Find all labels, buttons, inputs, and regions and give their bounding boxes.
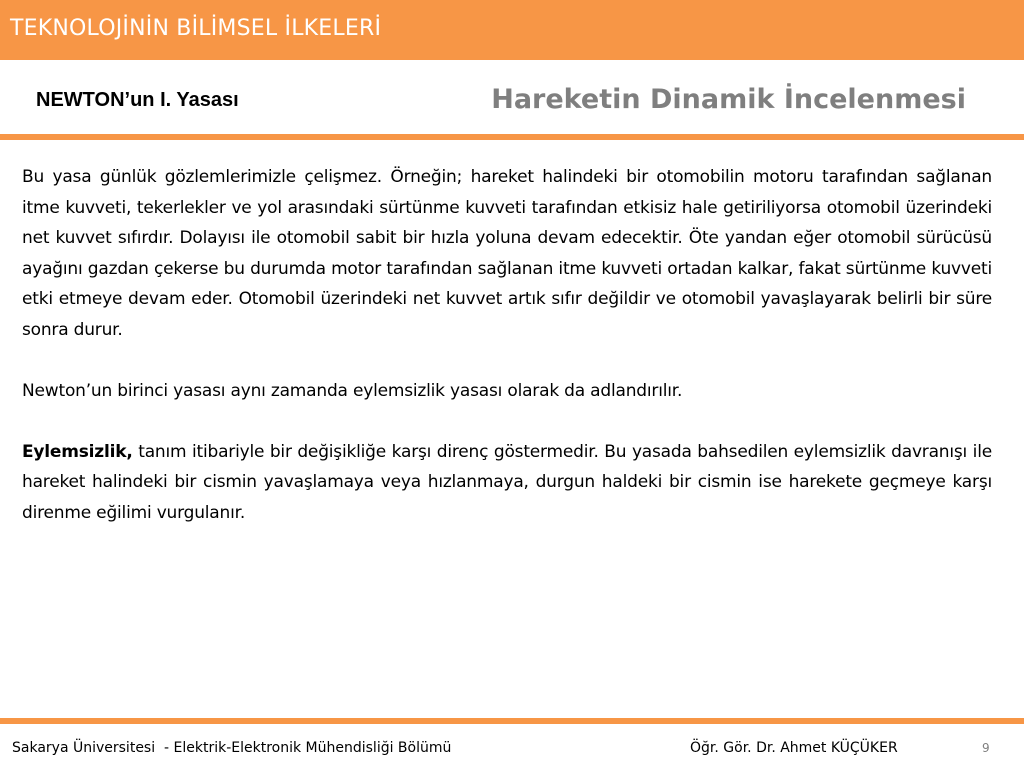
body-paragraph-3 bbox=[22, 437, 992, 529]
footer-divider bbox=[0, 718, 1024, 724]
page-number: 9 bbox=[982, 741, 990, 755]
body-paragraph-1: Bu yasa günlük gözlemlerimizle çelişmez. Örneğin; hareket halindeki bir otomobilin motoru tarafından sağlanan itme kuvveti, tekerlekler ve yol arasındaki sürtünme kuvveti tarafından etkisiz hale getiriliyorsa otomobil üzerindeki net kuvvet sıfırdır. Dolayısı ile otomobil sabit bir hızla yoluna devam edecektir. Öte yandan eğer otomobil sürücüsü ayağını gazdan çekerse bu durumda motor tarafından sağlanan itme kuvveti ortadan kalkar, fakat sürtünme kuvveti etki etmeye devam eder. Otomobil üzerindeki net kuvvet artık sıfır değildir ve otomobil yavaşlayarak belirli bir süre sonra durur. bbox=[22, 167, 992, 340]
slide-body bbox=[22, 162, 992, 559]
footer-institution: Sakarya Üniversitesi - Elektrik-Elektronik Mühendisliği Bölümü bbox=[12, 740, 452, 756]
course-title: TEKNOLOJİNİN BİLİMSEL İLKELERİ bbox=[10, 16, 382, 41]
slide-title: Hareketin Dinamik İncelenmesi bbox=[491, 84, 966, 115]
definition-text: tanım itibariyle bir değişikliğe karşı direnç göstermedir. Bu yasada bahsedilen eylemsizlik davranışı ile hareket halindeki bir cismin yavaşlamaya veya hızlanmaya, durgun haldeki bir cismin ise harekete geçmeye karşı direnme eğilimi vurgulanır. bbox=[22, 441, 992, 523]
definition-term: Eylemsizlik, bbox=[22, 441, 133, 462]
title-bar bbox=[0, 0, 1024, 60]
header-divider bbox=[0, 134, 1024, 140]
slide-subtitle: NEWTON’un I. Yasası bbox=[36, 89, 239, 111]
body-paragraph-2: Newton’un birinci yasası aynı zamanda eylemsizlik yasası olarak da adlandırılır. bbox=[22, 380, 683, 401]
footer-author: Öğr. Gör. Dr. Ahmet KÜÇÜKER bbox=[690, 740, 898, 756]
